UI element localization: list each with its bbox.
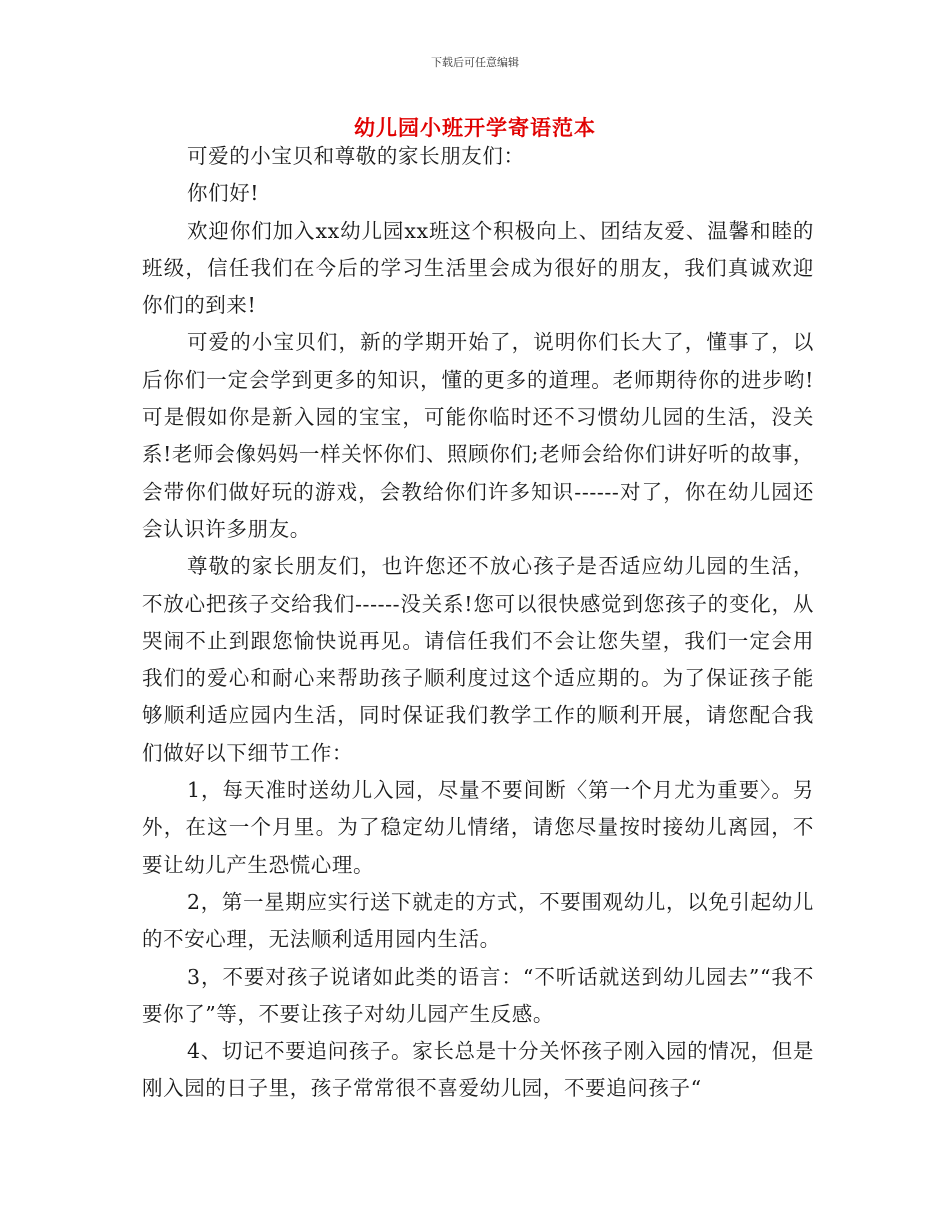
document-title: 幼儿园小班开学寄语范本	[354, 115, 596, 140]
item-paragraph-2: 2，第一星期应实行送下就走的方式，不要围观幼儿，以免引起幼儿的不安心理，无法顺利适用园内生活。	[142, 889, 814, 952]
parents-paragraph: 尊敬的家长朋友们，也许您还不放心孩子是否适应幼儿园的生活，不放心把孩子交给我们------没关系!您可以很快感觉到您孩子的变化，从哭闹不止到跟您愉快说再见。请信任我们不会让您失望，我们一定会用我们的爱心和耐心来帮助孩子顺利度过这个适应期的。为了保证孩子能够顺利适应园内生活，同时保证我们教学工作的顺利开展，请您配合我们做好以下细节工作：	[142, 554, 814, 765]
hello-paragraph: 你们好!	[187, 181, 260, 206]
item-paragraph-1: 1，每天准时送幼儿入园，尽量不要间断〈第一个月尤为重要〉。另外，在这一个月里。为了稳定幼儿情绪，请您尽量按时接幼儿离园，不要让幼儿产生恐慌心理。	[142, 778, 814, 877]
welcome-paragraph: 欢迎你们加入xx幼儿园xx班这个积极向上、团结友爱、温馨和睦的班级，信任我们在今后的学习生活里会成为很好的朋友，我们真诚欢迎你们的到来!	[142, 218, 814, 318]
item-paragraph-3: 3，不要对孩子说诸如此类的语言：“不听话就送到幼儿园去”“我不要你了”等，不要让孩子对幼儿园产生反感。	[142, 964, 814, 1026]
document-body	[142, 138, 814, 1108]
children-paragraph: 可爱的小宝贝们，新的学期开始了，说明你们长大了，懂事了，以后你们一定会学到更多的知识，懂的更多的道理。老师期待你的进步哟!可是假如你是新入园的宝宝，可能你临时还不习惯幼儿园的生活，没关系!老师会像妈妈一样关怀你们、照顾你们;老师会给你们讲好听的故事，会带你们做好玩的游戏，会教给你们许多知识------对了，你在幼儿园还会认识许多朋友。	[142, 330, 814, 541]
greeting-paragraph: 可爱的小宝贝和尊敬的家长朋友们：	[187, 144, 525, 168]
item-paragraph-4: 4、切记不要追问孩子。家长总是十分关怀孩子刚入园的情况，但是刚入园的日子里，孩子常常很不喜爱幼儿园，不要追问孩子“	[142, 1039, 814, 1101]
header-note: 下载后可任意编辑	[431, 56, 519, 69]
